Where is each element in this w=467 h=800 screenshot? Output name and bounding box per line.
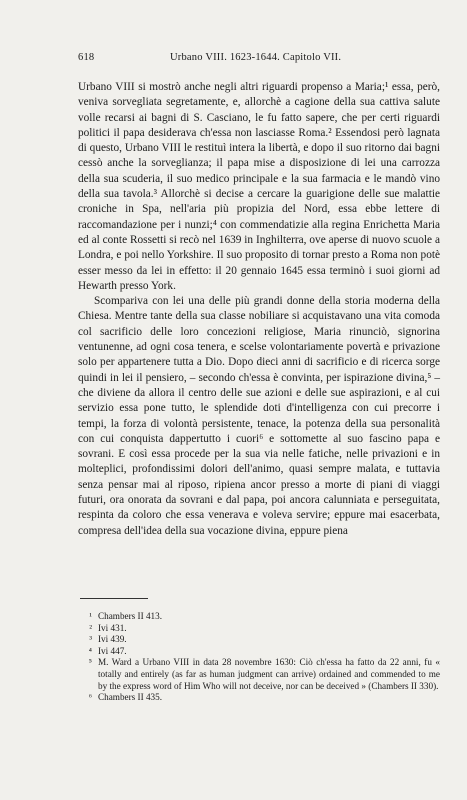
footnote-text: Ivi 439. [98,634,127,645]
paragraph: Scompariva con lei una delle più grandi donne della storia moderna della Chiesa. Mentre tante della sua classe nobiliare si acquistavano una vita comoda col sacrificio delle loro concezioni religiose, Maria rinunciò, signorina ventunenne, ad ogni cosa tenera, e scelse volontariamente povertà e privazione solo per appartenere tutta a Dio. Dopo dieci anni di sacrificio e di ricerca sorge quindi in lei il pensiero, – secondo ch'essa è convinta, per ispirazione divina,⁵ – che diviene da allora il centro delle sue azioni e delle sue aspirazioni, e al cui servizio essa pone tutto, le splendide doti d'intelligenza con cui precorre i tempi, la forza di volontà persistente, tenace, la potenza della sua personalità con cui conquista dappertutto i cuori⁶ e sottomette al suo fascino papa e sovrani. E così essa procede per la sua via nelle fatiche, nelle privazioni e in molteplici, profondissimi dolori dell'animo, quasi sempre malata, e tuttavia senza pensar mai al riposo, ripiena ancor presso a morte di piani di viaggi futuri, ora onorata da sovrani e dal papa, poi ancora calunniata e perseguitata, respinta da coloro che essa venerava e voleva servire; eppure mai esacerbata, compresa dell'idea della sua vocazione divina, eppure piena [78,295,440,537]
paragraph: Urbano VIII si mostrò anche negli altri riguardi propenso a Maria;¹ essa, però, veniva sorvegliata segretamente, e, allorchè a cagione della sua cattiva salute volle recarsi ai bagni di S. Casciano, le fu fatto sapere, che per certi riguardi politici il papa desiderava ch'essa non lasciasse Roma.² Essendosi però lagnata di questo, Urbano VIII le restituì intera la libertà, e dopo il suo ritorno dai bagni cessò anche la sorveglianza; il papa mise a disposizione di lei una carrozza della sua scuderia, il suo medico principale e la sua farmacia e le mandò vino della sua tavola.³ Allorchè si decise a cercare la guarigione delle sue malattie croniche in Spa, nell'aria più propizia del Nord, essa ebbe lettere di raccomandazione per i nunzi;⁴ con commendatizie alla regina Enrichetta Maria ed al conte Rossetti si recò nel 1639 in Inghilterra, ove aperse di nuovo scuole a Londra, e poi nello Yorkshire. Il suo proposito di tornar presto a Roma non potè esser messo da lei in effetto: il 20 gennaio 1645 essa terminò i suoi giorni ad Hewarth presso York. [78,81,440,292]
footnote-text: Ivi 431. [98,622,127,633]
footnote-text: M. Ward a Urbano VIII in data 28 novembre 1630: Ciò ch'essa ha fatto da 22 anni, fu « totally and entirely (as far as human judgment can arrive) ordained and commended to me by the express word of Him Who will not deceive, nor can be deceived » (Chambers II 330). [98,657,440,691]
footnote [78,611,440,623]
footnote [78,634,440,646]
footnote-number: ⁵ [88,657,92,668]
footnote-number: ¹ [89,611,92,621]
footnote [78,692,440,704]
footnote-text: Chambers II 413. [98,611,163,621]
footnote-text: Chambers II 435. [98,692,163,703]
footnote-number: ³ [89,634,92,645]
footnote-number: ⁴ [88,645,92,656]
footnote-divider [80,598,148,599]
footnotes [78,611,440,704]
footnote [78,623,440,635]
footnote [78,646,440,658]
running-title: Urbano VIII. 1623-1644. Capitolo VII. [170,52,342,63]
footnote [78,657,440,692]
footnote-text: Ivi 447. [98,645,127,656]
page-number: 618 [78,52,95,63]
footnote-number: ² [89,622,92,633]
footnote-number: ⁶ [88,692,92,703]
body-text [78,80,440,539]
